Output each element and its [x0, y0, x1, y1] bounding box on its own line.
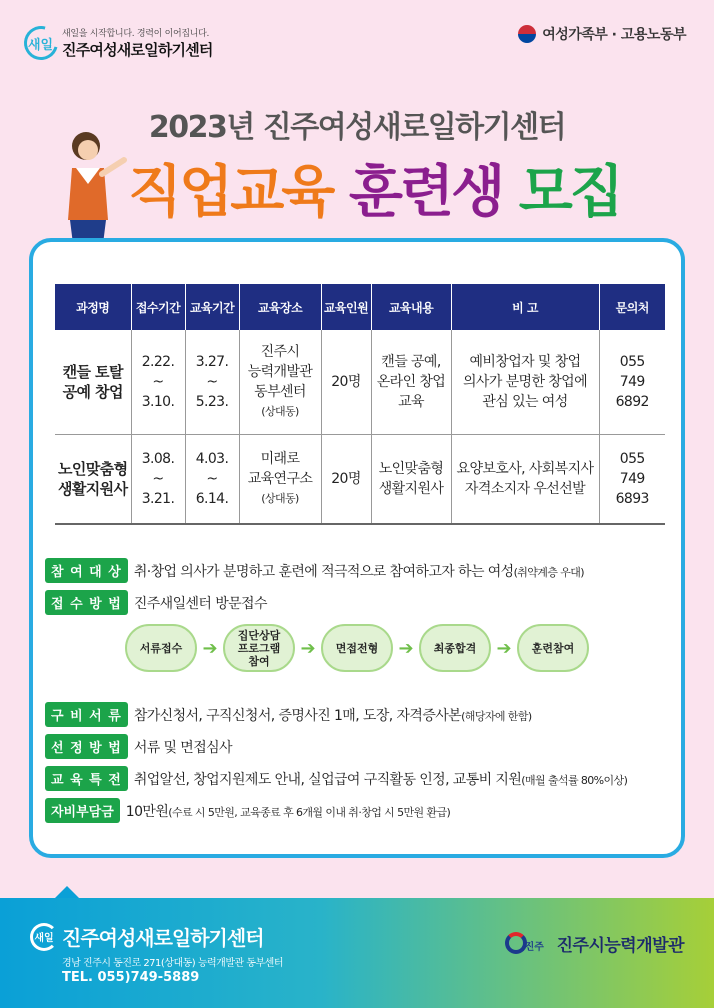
edu-period: 4.03. ~ 6.14. [185, 434, 239, 524]
table-header: 비 고 [451, 284, 599, 330]
flow-step: 집단상담 프로그램 참여 [223, 624, 295, 672]
arrow-right-icon: ➔ [202, 637, 218, 659]
edu-note: 요양보호사, 사회복지사 자격소지자 우선선발 [451, 434, 599, 524]
benefit-row [45, 766, 627, 791]
subtitle: 2023년 진주여성새로일하기센터 [148, 110, 566, 145]
flow-step: 최종합격 [419, 624, 491, 672]
target-note: (취약계층 우대) [513, 565, 584, 579]
cost-label: 자비부담금 [45, 798, 120, 823]
ministry-label: 여성가족부 · 고용노동부 [518, 24, 686, 44]
apply-label: 접 수 방 법 [45, 590, 128, 615]
footer [0, 898, 714, 1008]
select-text: 서류 및 면접심사 [133, 739, 232, 756]
contact: 055 749 6892 [599, 330, 665, 434]
course-table [55, 284, 665, 525]
jinju-emblem-icon: 진주 [505, 928, 549, 958]
cost-text: 10만원 [125, 803, 169, 820]
table-row [55, 434, 665, 524]
edu-content: 노인맞춤형 생활지원사 [371, 434, 451, 524]
edu-period: 3.27. ~ 5.23. [185, 330, 239, 434]
footer-address: 경남 진주시 동진로 271(상대동) 능력개발관 동부센터 [62, 958, 283, 969]
docs-row [45, 702, 532, 727]
flow-step: 서류접수 [125, 624, 197, 672]
partner-logo [505, 928, 684, 958]
table-header: 문의처 [599, 284, 665, 330]
arrow-right-icon: ➔ [300, 637, 316, 659]
docs-note: (해당자에 한함) [461, 709, 532, 723]
edu-place: 진주시 능력개발관 동부센터 (상대동) [239, 330, 321, 434]
taeguk-icon [518, 25, 536, 43]
table-row [55, 330, 665, 434]
apply-period: 3.08. ~ 3.21. [131, 434, 185, 524]
logo-name: 진주여성새로일하기센터 [62, 41, 213, 59]
cost-row [45, 798, 450, 823]
footer-tel: TEL. 055)749-5889 [62, 970, 200, 985]
table-header: 과정명 [55, 284, 131, 330]
edu-note: 예비창업자 및 창업 의사가 분명한 창업에 관심 있는 여성 [451, 330, 599, 434]
benefit-text: 취업알선, 창업지원제도 안내, 실업급여 구직활동 인정, 교통비 지원 [133, 771, 522, 788]
contact: 055 749 6893 [599, 434, 665, 524]
target-text: 취·창업 의사가 분명하고 훈련에 적극적으로 참여하고자 하는 여성 [133, 563, 514, 580]
logo-slogan: 새일을 시작합니다. 경력이 이어집니다. [62, 29, 210, 39]
table-header: 교육인원 [321, 284, 371, 330]
arrow-right-icon: ➔ [398, 637, 414, 659]
edu-count: 20명 [321, 434, 371, 524]
docs-label: 구 비 서 류 [45, 702, 128, 727]
apply-row [45, 590, 267, 615]
partner-name: 진주시능력개발관 [556, 935, 684, 956]
course-name: 캔들 토탈 공예 창업 [55, 330, 131, 434]
edu-place: 미래로 교육연구소 (상대동) [239, 434, 321, 524]
table-header: 교육내용 [371, 284, 451, 330]
course-name: 노인맞춤형 생활지원사 [55, 434, 131, 524]
main-title: 직업교육 훈련생 모집 [128, 160, 621, 225]
docs-text: 참가신청서, 구직신청서, 증명사진 1매, 도장, 자격증사본 [133, 707, 462, 724]
footer-logo [30, 922, 264, 951]
edu-content: 캔들 공예, 온라인 창업 교육 [371, 330, 451, 434]
saeil-logo-icon: 새일 [24, 26, 58, 60]
target-row [45, 558, 584, 583]
cost-note: (수료 시 5만원, 교육종료 후 6개월 이내 취·창업 시 5만원 환급) [168, 805, 451, 819]
arrow-right-icon: ➔ [496, 637, 512, 659]
table-header: 교육장소 [239, 284, 321, 330]
select-row [45, 734, 232, 759]
apply-text: 진주새일센터 방문접수 [133, 595, 267, 612]
saeil-logo-icon: 새일 [30, 923, 58, 951]
footer-center-name: 진주여성새로일하기센터 [62, 926, 264, 950]
edu-count: 20명 [321, 330, 371, 434]
flow-step: 훈련참여 [517, 624, 589, 672]
table-header-row [55, 284, 665, 330]
flow-step: 면접전형 [321, 624, 393, 672]
content-card [29, 238, 685, 858]
process-flow [125, 624, 589, 672]
target-label: 참 여 대 상 [45, 558, 128, 583]
table-header: 접수기간 [131, 284, 185, 330]
benefit-note: (매월 출석률 80%이상) [521, 773, 628, 787]
center-logo [24, 26, 213, 60]
select-label: 선 정 방 법 [45, 734, 128, 759]
benefit-label: 교 육 특 전 [45, 766, 128, 791]
apply-period: 2.22. ~ 3.10. [131, 330, 185, 434]
table-header: 교육기간 [185, 284, 239, 330]
